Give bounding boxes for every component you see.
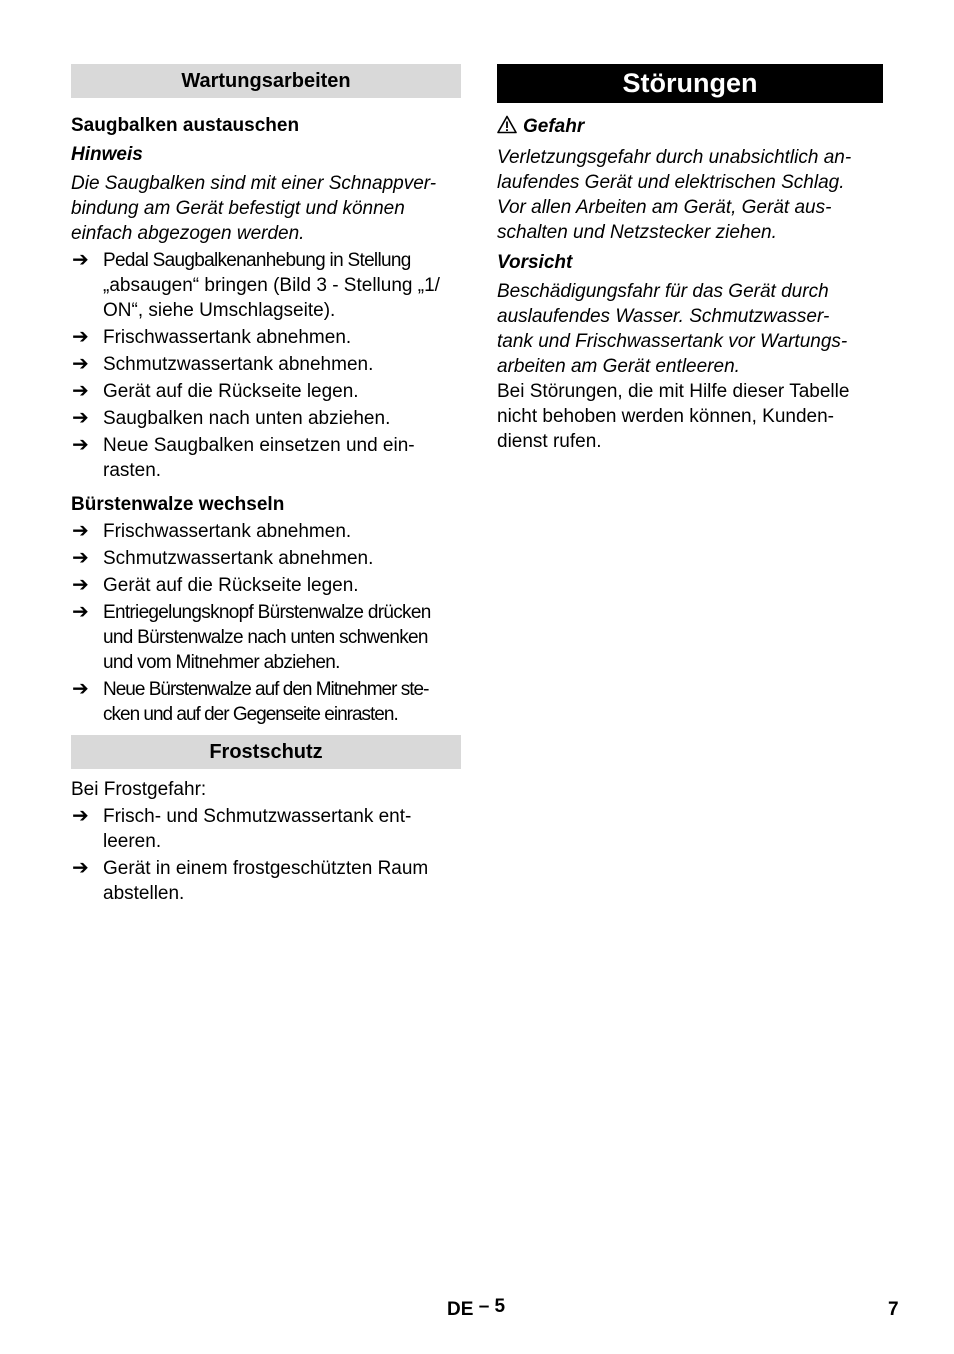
gefahr-label: Gefahr	[523, 116, 585, 137]
list-item	[71, 804, 461, 854]
step-line: Gerät auf die Rückseite legen.	[103, 381, 359, 402]
info-line: Bei Störungen, die mit Hilfe dieser Tabelle	[497, 381, 850, 402]
step-line: „absaugen“ bringen (Bild 3 - Stellung „1/	[103, 275, 440, 296]
gefahr-heading	[497, 114, 883, 141]
step-line: Entriegelungsknopf Bürstenwalze drücken	[103, 602, 431, 623]
section-title-frostschutz: Frostschutz	[71, 735, 461, 769]
list-item	[71, 352, 461, 377]
footer-lang: DE	[447, 1299, 474, 1320]
frost-intro: Bei Frostgefahr:	[71, 779, 207, 800]
list-item	[71, 519, 461, 544]
warning-triangle-icon	[497, 115, 517, 141]
step-line: Gerät auf die Rückseite legen.	[103, 575, 359, 596]
info-text	[497, 379, 883, 454]
footer-dash: –	[478, 1296, 490, 1317]
hinweis-line: bindung am Gerät befestigt und können	[71, 198, 405, 219]
page-number: 7	[888, 1299, 899, 1320]
arrow-right-icon: ➔	[72, 857, 89, 879]
step-line: cken und auf der Gegenseite einrasten.	[103, 704, 398, 725]
step-line: Frischwassertank abnehmen.	[103, 521, 352, 542]
step-line: Gerät in einem frostgeschützten Raum	[103, 858, 429, 879]
heading-saugbalken-austauschen: Saugbalken austauschen	[71, 115, 300, 136]
left-column	[71, 64, 461, 906]
chapter-title-stoerungen: Störungen	[497, 64, 883, 103]
vorsicht-line: Beschädigungsfahr für das Gerät durch	[497, 281, 829, 302]
step-line: Neue Saugbalken einsetzen und ein-	[103, 435, 415, 456]
list-item	[71, 677, 461, 727]
list-item	[71, 600, 461, 675]
step-line: und Bürstenwalze nach unten schwenken	[103, 627, 428, 648]
step-line: rasten.	[103, 460, 162, 481]
footer-language-page	[447, 1297, 505, 1322]
frost-steps	[71, 804, 461, 906]
arrow-right-icon: ➔	[72, 407, 89, 429]
list-item	[71, 433, 461, 483]
arrow-right-icon: ➔	[72, 249, 89, 271]
list-item	[71, 325, 461, 350]
footer-section-page: 5	[494, 1296, 506, 1317]
step-line: Neue Bürstenwalze auf den Mitnehmer ste-	[103, 679, 429, 700]
vorsicht-line: auslaufendes Wasser. Schmutzwasser-	[497, 306, 830, 327]
step-line: Pedal Saugbalkenanhebung in Stellung	[103, 250, 411, 271]
vorsicht-line: arbeiten am Gerät entleeren.	[497, 356, 740, 377]
info-line: nicht behoben werden können, Kunden-	[497, 406, 834, 427]
vorsicht-label: Vorsicht	[497, 252, 573, 273]
step-line: Saugbalken nach unten abziehen.	[103, 408, 391, 429]
gefahr-line: laufendes Gerät und elektrischen Schlag.	[497, 172, 845, 193]
step-line: leeren.	[103, 831, 162, 852]
hinweis-line: Die Saugbalken sind mit einer Schnappver-	[71, 173, 437, 194]
arrow-right-icon: ➔	[72, 547, 89, 569]
hinweis-line: einfach abgezogen werden.	[71, 223, 305, 244]
step-line: Schmutzwassertank abnehmen.	[103, 548, 374, 569]
section-title-wartungsarbeiten: Wartungsarbeiten	[71, 64, 461, 98]
arrow-right-icon: ➔	[72, 678, 88, 700]
heading-buerstenwalze-wechseln: Bürstenwalze wechseln	[71, 494, 285, 515]
hinweis-text	[71, 171, 461, 246]
vorsicht-line: tank und Frischwassertank vor Wartungs-	[497, 331, 848, 352]
gefahr-line: Vor allen Arbeiten am Gerät, Gerät aus-	[497, 197, 832, 218]
saugbalken-steps	[71, 248, 461, 483]
gefahr-text	[497, 145, 883, 245]
step-line: Frischwassertank abnehmen.	[103, 327, 352, 348]
step-line: ON“, siehe Umschlagseite).	[103, 300, 336, 321]
gefahr-line: schalten und Netzstecker ziehen.	[497, 222, 777, 243]
list-item	[71, 573, 461, 598]
arrow-right-icon: ➔	[72, 805, 89, 827]
list-item	[71, 379, 461, 404]
list-item	[71, 856, 461, 906]
list-item	[71, 406, 461, 431]
gefahr-line: Verletzungsgefahr durch unabsichtlich an-	[497, 147, 852, 168]
arrow-right-icon: ➔	[72, 326, 89, 348]
info-line: dienst rufen.	[497, 431, 602, 452]
arrow-right-icon: ➔	[72, 380, 89, 402]
step-line: Frisch- und Schmutzwassertank ent-	[103, 806, 412, 827]
right-column	[497, 64, 883, 454]
step-line: und vom Mitnehmer abziehen.	[103, 652, 340, 673]
arrow-right-icon: ➔	[72, 601, 89, 623]
buerste-steps	[71, 519, 461, 727]
arrow-right-icon: ➔	[72, 574, 89, 596]
arrow-right-icon: ➔	[72, 520, 89, 542]
arrow-right-icon: ➔	[72, 434, 89, 456]
list-item	[71, 248, 461, 323]
step-line: abstellen.	[103, 883, 185, 904]
hinweis-label: Hinweis	[71, 144, 143, 165]
list-item	[71, 546, 461, 571]
vorsicht-text	[497, 279, 883, 379]
arrow-right-icon: ➔	[72, 353, 89, 375]
step-line: Schmutzwassertank abnehmen.	[103, 354, 374, 375]
